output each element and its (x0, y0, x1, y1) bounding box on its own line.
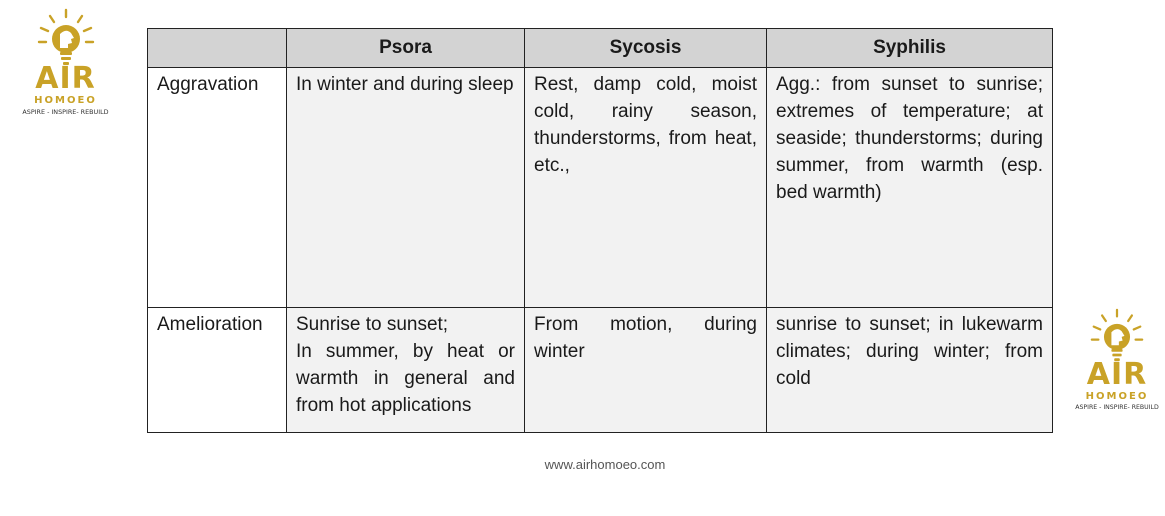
miasm-comparison-table (147, 28, 1053, 433)
cell-syphilis-aggravation: Agg.: from sunset to sunrise; extremes of temperature; at seaside; thunderstorms; during summer, from warmth (esp. bed warmth) (767, 68, 1053, 308)
table-header-row (148, 29, 1053, 68)
lightbulb-head-icon (1089, 308, 1145, 362)
cell-sycosis-aggravation: Rest, damp cold, moist cold, rainy season, thunderstorms, from heat, etc., (525, 68, 767, 308)
logo-tagline: ASPIRE - INSPIRE- REBUILD (22, 108, 109, 116)
table-row (148, 308, 1053, 433)
cell-psora-amelioration (287, 308, 525, 433)
cell-line: In summer, by heat or warmth in general and from hot applications (296, 341, 515, 416)
cell-syphilis-amelioration: sunrise to sunset; in lukewarm climates; during winter; from cold (767, 308, 1053, 433)
header-cell-syphilis: Syphilis (767, 29, 1053, 68)
brand-logo (18, 8, 113, 115)
logo-tagline: ASPIRE - INSPIRE- REBUILD (1075, 404, 1159, 411)
logo-wordmark: AIR (1086, 357, 1148, 392)
logo-wordmark: AIR (35, 61, 96, 96)
cell-psora-aggravation: In winter and during sleep (287, 68, 525, 308)
header-cell-sycosis: Sycosis (525, 29, 767, 68)
header-cell-blank (148, 29, 287, 68)
cell-line: Sunrise to sunset; (296, 314, 449, 335)
brand-logo (1071, 308, 1163, 411)
logo-subtitle: HOMOEO (34, 95, 97, 106)
cell-sycosis-amelioration: From motion, during winter (525, 308, 767, 433)
row-label-aggravation: Aggravation (148, 68, 287, 308)
lightbulb-head-icon (36, 8, 96, 66)
footer-url: www.airhomoeo.com (544, 457, 666, 472)
table-row (148, 68, 1053, 308)
header-cell-psora: Psora (287, 29, 525, 68)
logo-subtitle: HOMOEO (1085, 391, 1149, 402)
row-label-amelioration: Amelioration (148, 308, 287, 433)
